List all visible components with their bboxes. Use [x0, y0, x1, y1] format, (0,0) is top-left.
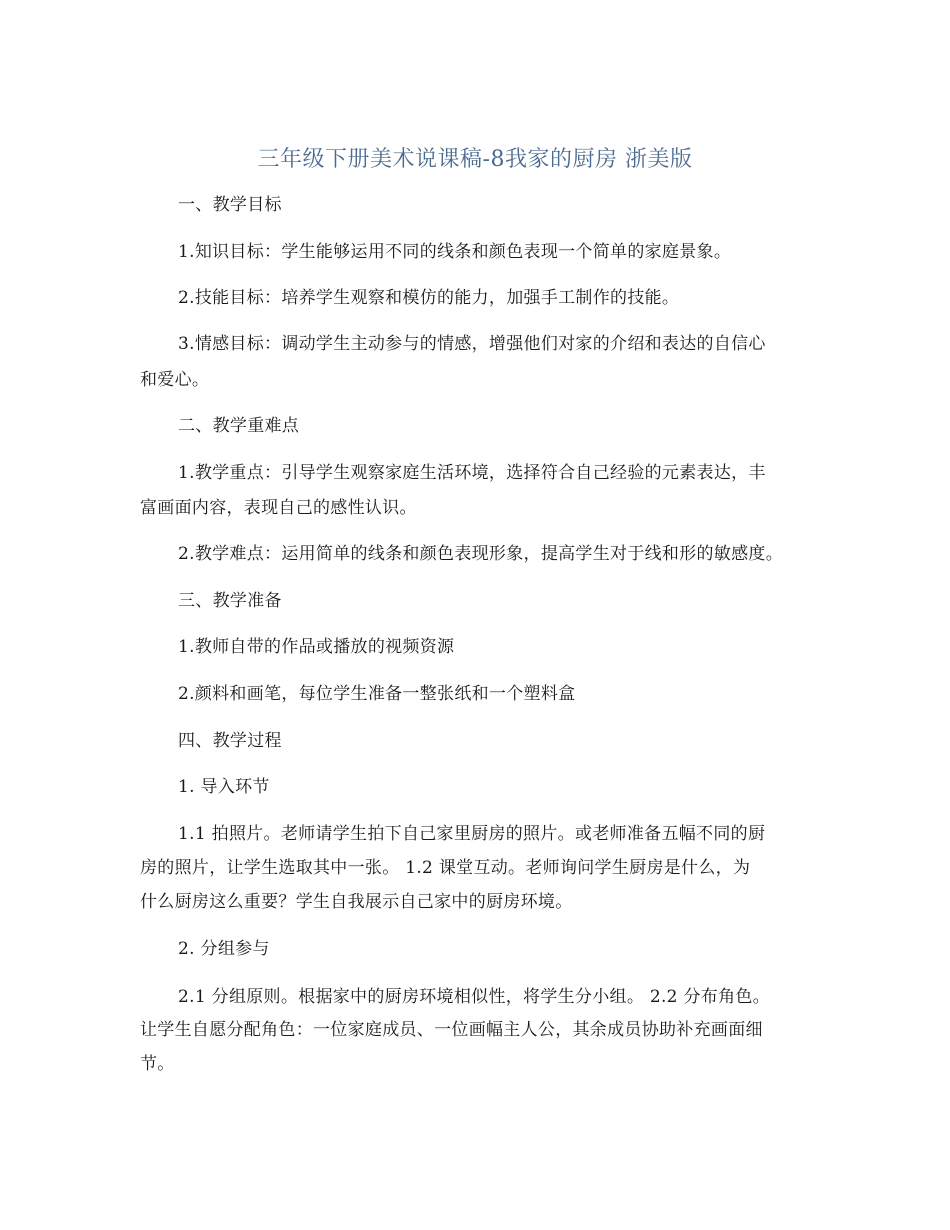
paragraph-knowledge-goal: 1.知识目标：学生能够运用不同的线条和颜色表现一个简单的家庭景象。: [178, 242, 732, 262]
paragraph-intro-line-3: 什么厨房这么重要？学生自我展示自己家中的厨房环境。: [140, 892, 573, 912]
paragraph-prep-1: 1.教师自带的作品或播放的视频资源: [178, 637, 455, 657]
paragraph-difficult-point: 2.教学难点：运用简单的线条和颜色表现形象，提高学生对于线和形的敏感度。: [178, 544, 784, 564]
section-heading-key-points: 二、教学重难点: [178, 416, 300, 436]
section-heading-preparation: 三、教学准备: [178, 591, 282, 611]
paragraph-skill-goal: 2.技能目标：培养学生观察和模仿的能力，加强手工制作的技能。: [178, 288, 680, 308]
section-heading-process: 四、教学过程: [178, 731, 282, 751]
paragraph-emotion-goal: 3.情感目标：调动学生主动参与的情感，增强他们对家的介绍和表达的自信心: [178, 334, 766, 354]
paragraph-key-point-cont: 富画面内容，表现自己的感性认识。: [140, 498, 417, 518]
section-heading-objectives: 一、教学目标: [178, 195, 282, 215]
paragraph-key-point: 1.教学重点：引导学生观察家庭生活环境，选择符合自己经验的元素表达，丰: [178, 463, 766, 483]
document-title: 三年级下册美术说课稿-8我家的厨房 浙美版: [257, 147, 693, 172]
paragraph-grouping-line-3: 节。: [140, 1054, 175, 1074]
subheading-intro: 1. 导入环节: [178, 777, 270, 797]
paragraph-grouping-line-2: 让学生自愿分配角色：一位家庭成员、一位画幅主人公，其余成员协助补充画面细: [140, 1020, 763, 1040]
subheading-grouping: 2. 分组参与: [178, 939, 270, 959]
paragraph-emotion-goal-cont: 和爱心。: [140, 370, 210, 390]
paragraph-grouping-line-1: 2.1 分组原则。根据家中的厨房环境相似性，将学生分小组。 2.2 分布角色。: [178, 987, 770, 1007]
paragraph-intro-line-1: 1.1 拍照片。老师请学生拍下自己家里厨房的照片。或老师准备五幅不同的厨: [178, 824, 766, 844]
paragraph-intro-line-2: 房的照片，让学生选取其中一张。 1.2 课堂互动。老师询问学生厨房是什么，为: [140, 858, 751, 878]
paragraph-prep-2: 2.颜料和画笔，每位学生准备一整张纸和一个塑料盒: [178, 684, 576, 704]
